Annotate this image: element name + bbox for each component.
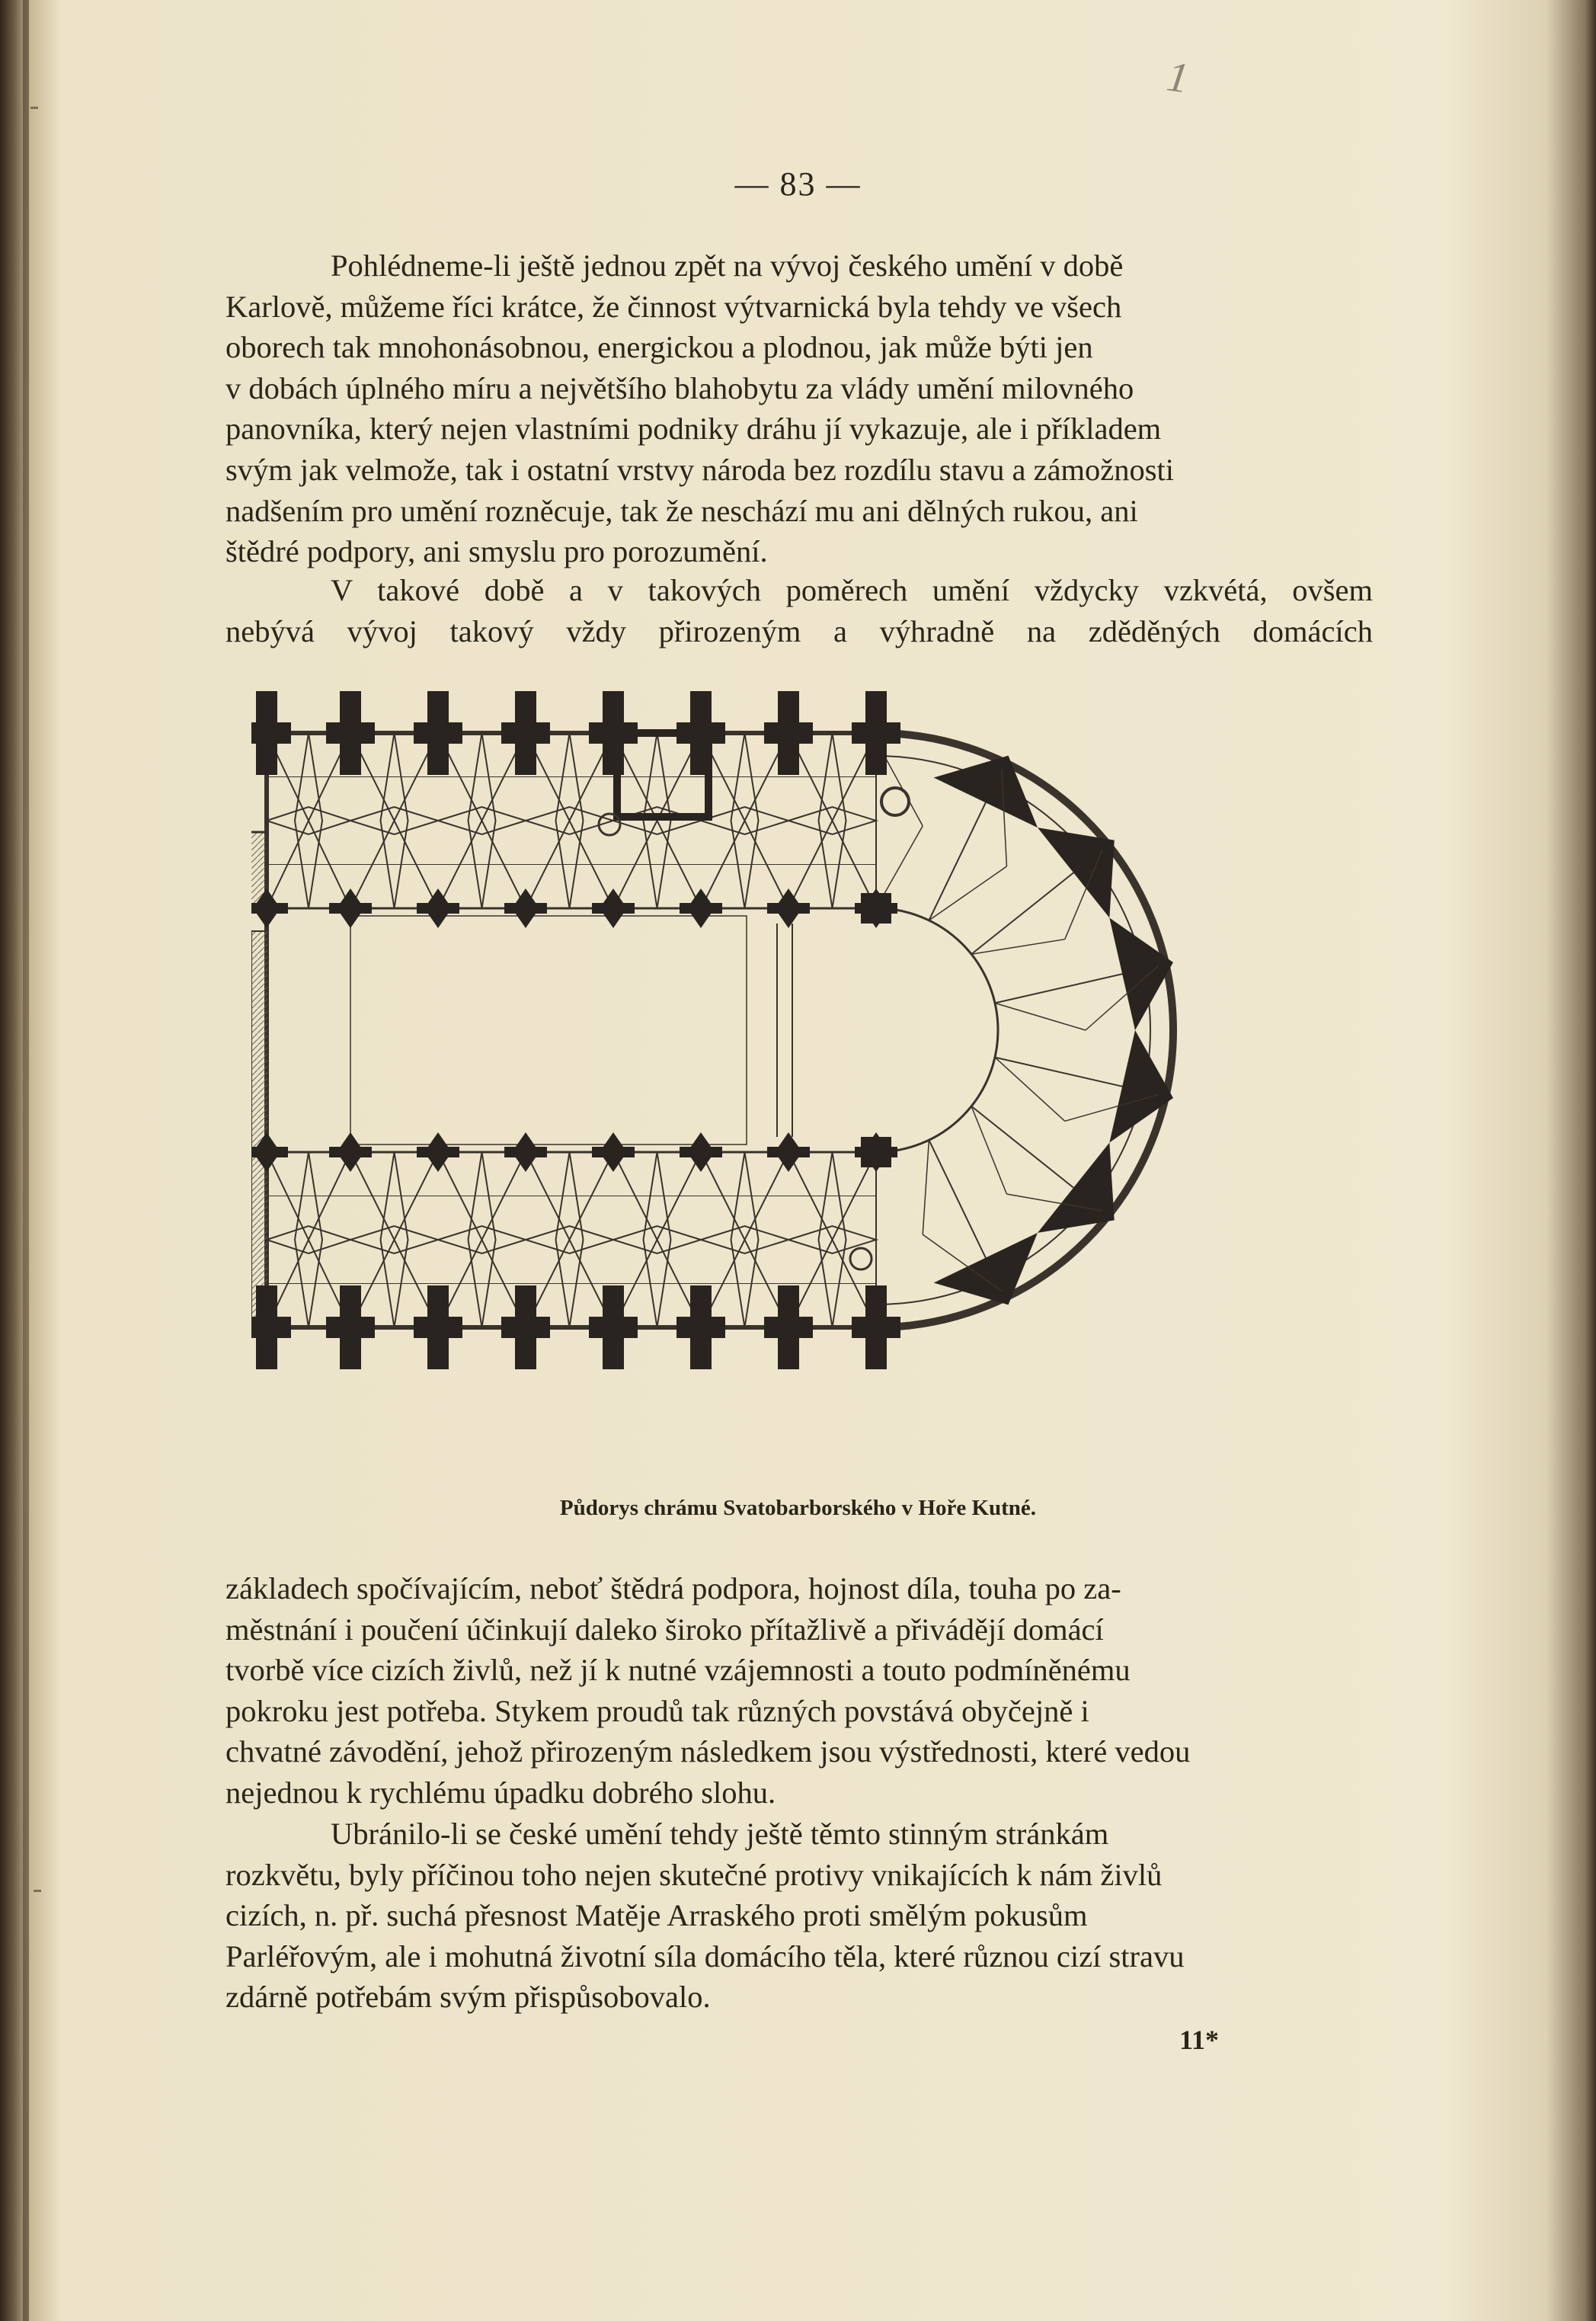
pier (504, 903, 547, 914)
book-gutter (23, 0, 29, 2321)
buttress (1038, 1143, 1115, 1233)
paragraph-1 (225, 245, 1373, 572)
pier (861, 893, 891, 924)
pier (589, 722, 638, 744)
apse-inner-wall (876, 756, 1150, 1305)
text-line: panovníka, který nejen vlastními podniky dráhu jí vykazuje, ale i příkladem (225, 411, 1162, 447)
text-line: Pohlédneme-li ještě jednou zpět na vývoj českého umění v době (331, 248, 1124, 283)
text-line: v dobách úplného míru a největšího blahobytu za vlády umění milovného (225, 370, 1134, 405)
west-facade-wall (251, 931, 268, 1327)
page-number: — 83 — (734, 165, 862, 203)
buttress (1038, 828, 1115, 917)
text-line: oborech tak mnohonásobnou, energickou a plodnou, jak může býti jen (225, 330, 1093, 365)
pier (764, 722, 813, 744)
paragraph-3 (225, 1568, 1373, 1814)
pier (589, 1317, 638, 1338)
pier (676, 1317, 725, 1338)
pier (501, 722, 550, 744)
pier (414, 1317, 462, 1338)
pier (676, 722, 725, 744)
pier (329, 1147, 372, 1157)
pier (767, 1147, 810, 1157)
text-line: městnání i poučení účinkují daleko široko přítažlivě a přivádějí domácí (225, 1612, 1104, 1647)
edge-mark (30, 107, 38, 109)
pier (326, 722, 375, 744)
pier (251, 1317, 291, 1338)
apse-star-rib (971, 940, 1065, 955)
choir-arc (876, 908, 998, 1152)
figure-caption: Půdorys chrámu Svatobarborského v Hoře Kutné. (559, 1496, 1037, 1520)
pier (852, 722, 900, 744)
pier (251, 722, 291, 744)
text-line: Parléřovým, ale i mohutná životní síla domácího těla, které různou cizí stravu (225, 1938, 1185, 1974)
text-line: zdárně potřebám svým přispůsobovalo. (225, 1980, 711, 2015)
pier (504, 1147, 547, 1157)
church-floor-plan-figure (251, 680, 1333, 1487)
text-line: nadšením pro umění rozněcuje, tak že neschází mu ani dělných rukou, ani (225, 493, 1138, 528)
text-line: V takové době a v takových poměrech umění vždycky vzkvétá, ovšem (331, 573, 1373, 607)
text-line: Ubránilo-li se české umění tehdy ještě těmto stinným stránkám (331, 1817, 1109, 1851)
pier (767, 903, 810, 914)
text-line: základech spočívajícím, neboť štědrá podpora, hojnost díla, touha po za- (225, 1571, 1121, 1605)
text-line: nebývá vývoj takový vždy přirozeným a výhradně na zděděných domácích (225, 613, 1373, 648)
text-line: svým jak velmože, tak i ostatní vrstvy národa bez rozdílu stavu a zámožnosti (225, 452, 1175, 487)
pier (592, 903, 635, 914)
nave-floor (350, 916, 747, 1144)
paragraph-2 (225, 570, 1373, 651)
edge-mark (34, 1890, 41, 1892)
pier (852, 1317, 900, 1338)
text-line: Karlově, můžeme říci krátce, že činnost výtvarnická byla tehdy ve všech (225, 289, 1122, 324)
pier (680, 1147, 722, 1157)
pier (501, 1317, 550, 1338)
text-line: tvorbě více cizích živlů, než jí k nutné vzájemnosti a touto podmíněnému (225, 1653, 1131, 1688)
pencil-page-mark: 1 (1163, 53, 1192, 103)
pier (680, 903, 722, 914)
text-line: pokroku jest potřeba. Stykem proudů tak různých povstává obyčejně i (225, 1693, 1089, 1728)
text-line: nejednou k rychlému úpadku dobrého slohu. (225, 1775, 776, 1810)
pier (417, 903, 459, 914)
signature-mark: 11* (1179, 2025, 1220, 2055)
paragraph-4 (225, 1814, 1373, 2018)
apse-star-rib (923, 1140, 929, 1234)
pier (251, 1147, 288, 1157)
pier (414, 722, 462, 744)
staircase (850, 1248, 872, 1269)
pier (417, 1147, 459, 1157)
apse-star-rib (929, 866, 1006, 920)
pier (326, 1317, 375, 1338)
text-line: štědré podpory, ani smyslu pro porozumění. (225, 534, 768, 569)
apse-star-rib (995, 1003, 1086, 1030)
pier (764, 1317, 813, 1338)
text-line: rozkvětu, byly příčinou toho nejen skutečné protivy vnikajících k nám živlů (225, 1857, 1163, 1892)
pier (861, 1137, 891, 1167)
pier (251, 903, 288, 914)
text-line: chvatné závodění, jehož přirozeným následkem jsou výstřednosti, které vedou (225, 1734, 1191, 1769)
pier (329, 903, 372, 914)
pier (592, 1147, 635, 1157)
apse-star-rib (995, 1058, 1065, 1122)
text-line: cizích, n. př. suchá přesnost Matěje Arraského proti smělým pokusům (225, 1898, 1088, 1933)
